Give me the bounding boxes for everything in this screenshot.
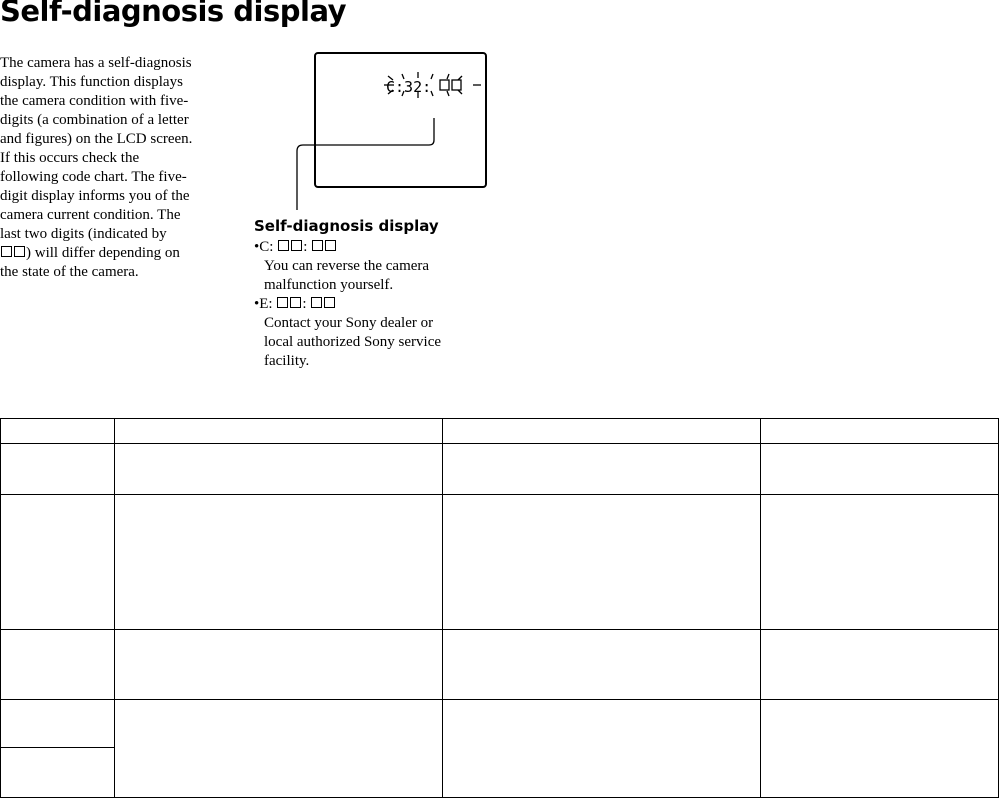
table-cell [443, 630, 761, 700]
table-cell [761, 495, 999, 630]
table-cell [115, 495, 443, 630]
table-cell [761, 700, 999, 798]
item-description-line: facility. [264, 353, 310, 369]
blinking-display-illustration [290, 52, 500, 212]
item-description-line: Contact your Sony dealer or [264, 315, 434, 331]
digit-placeholder-icon [324, 297, 335, 308]
table-cell [761, 444, 999, 495]
list-item [254, 238, 494, 295]
digit-placeholder-icon [277, 297, 288, 308]
table-cell [115, 700, 443, 798]
table-cell [443, 495, 761, 630]
table-row [1, 630, 999, 700]
item-description-line: local authorized Sony service [264, 334, 442, 350]
table-row [1, 444, 999, 495]
self-diagnosis-code-display: C:32: [386, 78, 432, 96]
table-cell [761, 630, 999, 700]
code-chart-table [0, 418, 999, 798]
table-cell [443, 700, 761, 798]
table-header-cell [1, 419, 115, 444]
table-header-cell [761, 419, 999, 444]
digit-placeholder-icon [1, 246, 12, 257]
table-cell [443, 444, 761, 495]
code-format: •C: : [254, 238, 494, 257]
digit-placeholder-icon [311, 297, 322, 308]
table-header-cell [443, 419, 761, 444]
table-row [1, 700, 999, 748]
list-item [254, 295, 494, 371]
table-row [1, 495, 999, 630]
table-header-cell [115, 419, 443, 444]
digit-placeholder-icon [312, 240, 323, 251]
table-cell [1, 700, 115, 748]
table-cell [1, 444, 115, 495]
digit-placeholder-icon [290, 297, 301, 308]
digit-placeholder-icon [278, 240, 289, 251]
table-cell [1, 748, 115, 798]
digit-placeholder-icon [14, 246, 25, 257]
digit-placeholder-icon [325, 240, 336, 251]
item-description-line: You can reverse the camera [264, 258, 430, 274]
table-cell [115, 444, 443, 495]
self-diagnosis-list [254, 238, 494, 371]
intro-line-with-placeholder: ) will differ depending on [0, 244, 232, 263]
item-description-line: malfunction yourself. [264, 277, 394, 293]
intro-paragraph: The camera has a self-diagnosis display. This function displays the camera condition with five- digits (a combination of a letter and figures) on the LCD screen. If this occurs check the following code chart. The five- digit display informs you of the camera current condition. The last two digits (indicated by ) will differ depending on the state of the camera. [0, 54, 232, 282]
digit-placeholder-icon [291, 240, 302, 251]
code-format: •E: : [254, 295, 494, 314]
table-cell [1, 630, 115, 700]
table-cell [115, 630, 443, 700]
self-diagnosis-heading: Self-diagnosis display [254, 217, 439, 235]
table-header-row [1, 419, 999, 444]
table-cell [1, 495, 115, 630]
page-title: Self-diagnosis display [0, 0, 347, 28]
